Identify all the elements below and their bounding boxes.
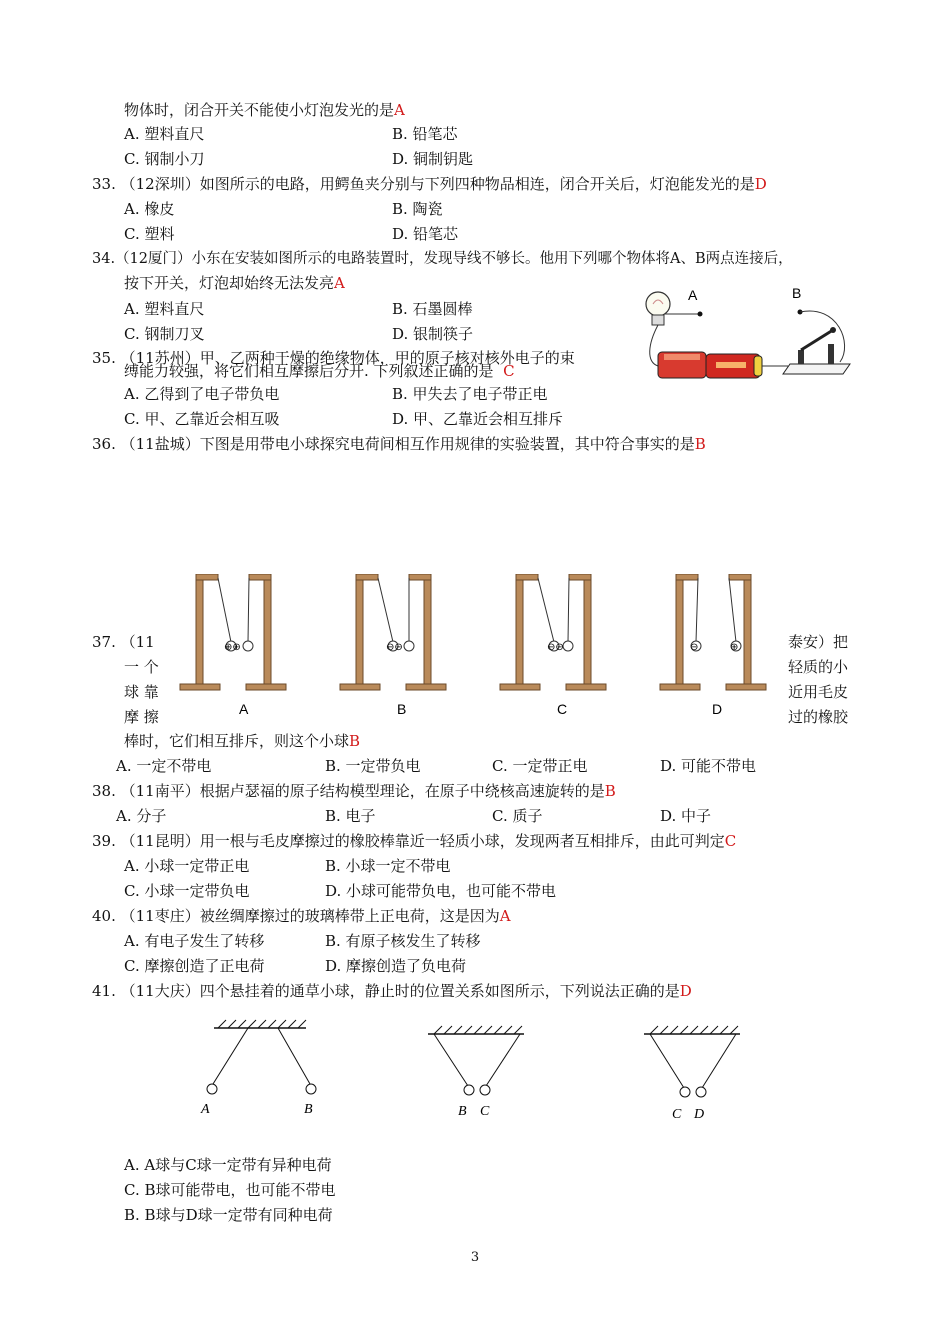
charges-a: ⊕⊕: [224, 642, 241, 653]
stand-label-d: D: [712, 701, 723, 717]
charge-d-right: ⊕: [730, 642, 739, 653]
q36-stem: 36. （11盐城）下图是用带电小球探究电荷间相互作用规律的实验装置，其中符合事实的是B: [92, 435, 706, 453]
point-a: [698, 312, 703, 317]
stand-d: [660, 574, 766, 717]
stand-a: [180, 574, 286, 717]
q32-stem: 物体时，闭合开关不能使小灯泡发光的是A: [124, 101, 405, 119]
charges-c: ⊖⊖: [547, 642, 564, 653]
q34-option-d: D. 银制筷子: [392, 325, 474, 343]
q34-label-a: A: [688, 287, 698, 303]
q38-option-b: B. 电子: [325, 807, 376, 825]
q37-stem-end: 棒时，它们相互排斥，则这个小球B: [124, 732, 361, 750]
q34-stem-line1: 34.（12厦门）小东在安装如图所示的电路装置时，发现导线不够长。他用下列哪个物体将A、B两点连接后，: [92, 251, 793, 267]
q37-answer: B: [349, 732, 361, 750]
q35-option-c: C. 甲、乙靠近会相互吸: [124, 410, 280, 428]
q38-option-c: C. 质子: [492, 807, 543, 825]
q41-label-a: A: [201, 1102, 210, 1117]
charges-b: ⊖⊖: [386, 642, 403, 653]
q41-label-b2: B: [458, 1104, 467, 1119]
q41-diagram-bc: [428, 1026, 524, 1119]
q41-option-c: C. B球可能带电，也可能不带电: [124, 1181, 336, 1199]
q40-option-b: B. 有原子核发生了转移: [325, 932, 481, 950]
q33-answer: D: [754, 175, 767, 193]
q41-answer: D: [679, 982, 692, 1000]
q34-option-b: B. 石墨圆棒: [392, 300, 473, 318]
q39-option-c: C. 小球一定带负电: [124, 882, 250, 900]
q38-stem: 38. （11南平）根据卢瑟福的原子结构模型理论，在原子中绕核高速旋转的是B: [92, 782, 616, 800]
q35-option-d: D. 甲、乙靠近会相互排斥: [392, 410, 564, 428]
q39-option-a: A. 小球一定带正电: [124, 857, 250, 875]
stand-label-b: B: [397, 701, 407, 717]
q37-option-c: C. 一定带正电: [492, 757, 588, 775]
q39-answer: C: [724, 832, 737, 850]
q41-label-c2: C: [672, 1107, 682, 1122]
q41-label-d: D: [694, 1107, 705, 1122]
q37-right-line4: 过的橡胶: [788, 708, 849, 726]
q40-option-d: D. 摩擦创造了负电荷: [325, 957, 467, 975]
q37-left-line1: 37. （11: [92, 633, 155, 651]
q41-label-c1: C: [480, 1104, 490, 1119]
q35-option-b: B. 甲失去了电子带正电: [392, 385, 548, 403]
q33-option-d: D. 铅笔芯: [392, 225, 459, 243]
q34-option-a: A. 塑料直尺: [124, 300, 205, 318]
battery-icon: [658, 352, 762, 378]
q38-option-d: D. 中子: [660, 807, 712, 825]
q37-left-line2: 一 个: [124, 658, 159, 676]
q32-option-c: C. 钢制小刀: [124, 150, 205, 168]
q32-option-b: B. 铅笔芯: [392, 125, 458, 143]
q32-option-a: A. 塑料直尺: [124, 125, 205, 143]
q33-option-c: C. 塑料: [124, 225, 175, 243]
q40-answer: A: [499, 907, 511, 925]
switch-icon: [783, 327, 850, 374]
q32-option-d: D. 铜制钥匙: [392, 150, 474, 168]
q41-label-b1: B: [304, 1102, 313, 1117]
stand-c: [500, 574, 606, 717]
q34-answer: A: [334, 274, 345, 292]
stand-label-c: C: [557, 701, 568, 717]
q38-answer: B: [604, 782, 616, 800]
q37-option-a: A. 一定不带电: [116, 757, 212, 775]
q41-stem: 41. （11大庆）四个悬挂着的通草小球，静止时的位置关系如图所示，下列说法正确的是D: [92, 982, 692, 1000]
page-number: 3: [470, 1250, 480, 1265]
stand-label-a: A: [239, 701, 249, 717]
q40-stem: 40. （11枣庄）被丝绸摩擦过的玻璃棒带上正电荷，这是因为A: [92, 907, 511, 925]
q41-diagram-ab: [200, 1020, 316, 1117]
q41-option-a: A. A球与C球一定带有异种电荷: [124, 1156, 332, 1174]
q33-option-b: B. 陶瓷: [392, 200, 443, 218]
q36-answer: B: [694, 435, 706, 453]
q37-right-line1: 泰安）把: [788, 633, 849, 651]
q37-right-line3: 近用毛皮: [788, 683, 849, 701]
q41-hanging-balls-figure: [196, 1018, 756, 1128]
q35-stem-line1: 35. （11苏州）甲、乙两种干燥的绝缘物体，甲的原子核对核外电子的束: [92, 349, 575, 367]
q33-option-a: A. 橡皮: [124, 200, 175, 218]
q34-circuit-figure: [628, 284, 864, 390]
charge-d-left: ⊖: [690, 642, 699, 653]
stand-b: [340, 574, 446, 717]
q35-option-a: A. 乙得到了电子带负电: [124, 385, 280, 403]
q40-option-c: C. 摩擦创造了正电荷: [124, 957, 265, 975]
q39-option-b: B. 小球一定不带电: [325, 857, 451, 875]
q37-left-line4: 摩 擦: [124, 708, 159, 726]
q37-option-d: D. 可能不带电: [660, 757, 757, 775]
q40-option-a: A. 有电子发生了转移: [124, 932, 265, 950]
q34-stem-line2: 按下开关，灯泡却始终无法发亮A: [124, 274, 345, 292]
q36-pendulum-figure: [176, 574, 776, 724]
q34-label-b: B: [792, 285, 802, 301]
q37-left-line3: 球 靠: [124, 683, 159, 701]
q35-answer: C: [503, 362, 515, 380]
bulb-icon: [646, 292, 670, 325]
q41-diagram-cd: [644, 1026, 740, 1122]
q39-option-d: D. 小球可能带负电，也可能不带电: [325, 882, 557, 900]
q37-right-line2: 轻质的小: [788, 658, 849, 676]
q32-answer: A: [394, 101, 405, 119]
q38-option-a: A. 分子: [116, 807, 167, 825]
q35-stem-line2: 缚能力较强，将它们相互摩擦后分开. 下列叙述正确的是 C: [124, 362, 515, 380]
q33-stem: 33. （12深圳）如图所示的电路，用鳄鱼夹分别与下列四种物品相连，闭合开关后，灯泡能发光的是D: [92, 175, 767, 193]
q41-option-b: B. B球与D球一定带有同种电荷: [124, 1206, 333, 1224]
q34-option-c: C. 钢制刀叉: [124, 325, 205, 343]
q37-option-b: B. 一定带负电: [325, 757, 421, 775]
q39-stem: 39. （11昆明）用一根与毛皮摩擦过的橡胶棒靠近一轻质小球，发现两者互相排斥，由此可判定C: [92, 832, 737, 850]
